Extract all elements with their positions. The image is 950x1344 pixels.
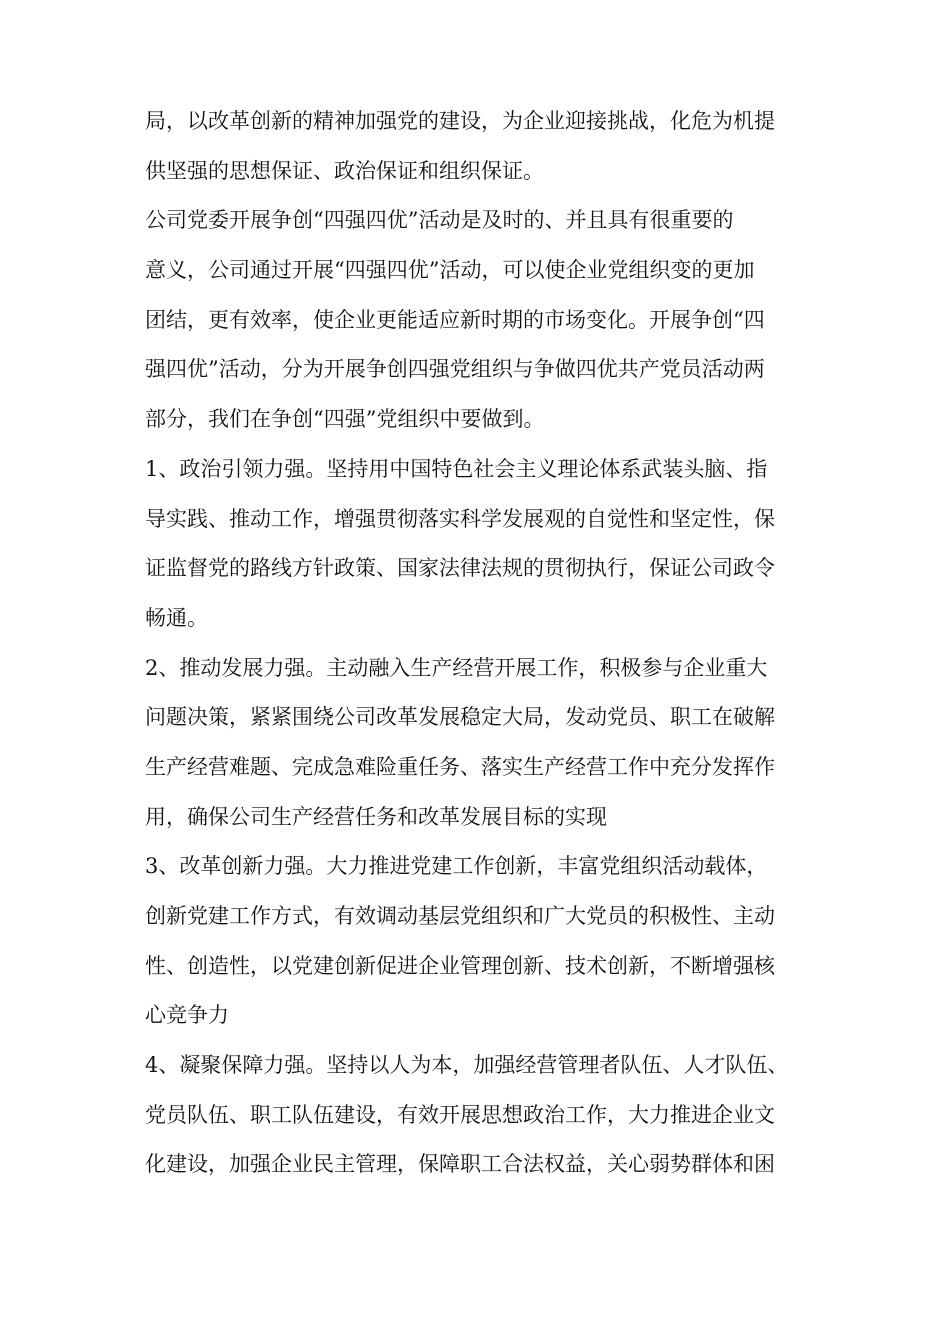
text-line: 公司党委开展争创“四强四优”活动是及时的、并且具有很重要的 <box>145 208 734 233</box>
text-line: 用，确保公司生产经营任务和改革发展目标的实现 <box>145 804 607 829</box>
text-line: 强四优”活动，分为开展争创四强党组织与争做四优共产党员活动两 <box>145 357 765 382</box>
text-line: 1、政治引领力强。坚持用中国特色社会主义理论体系武装头脑、指 <box>145 456 768 481</box>
text-line: 生产经营难题、完成急难险重任务、落实生产经营工作中充分发挥作 <box>145 754 775 779</box>
text-line: 3、改革创新力强。大力推进党建工作创新，丰富党组织活动载体， <box>145 854 768 879</box>
text-line: 导实践、推动工作，增强贯彻落实科学发展观的自觉性和坚定性，保 <box>145 506 775 531</box>
text-line: 部分，我们在争创“四强”党组织中要做到。 <box>145 407 545 432</box>
text-line: 供坚强的思想保证、政治保证和组织保证。 <box>145 158 544 183</box>
text-line: 心竞争力 <box>145 1003 229 1028</box>
text-line: 畅通。 <box>145 605 208 630</box>
text-line: 化建设，加强企业民主管理，保障职工合法权益，关心弱势群体和困 <box>145 1152 775 1177</box>
text-line: 团结，更有效率，使企业更能适应新时期的市场变化。开展争创“四 <box>145 307 765 332</box>
text-line: 4、凝聚保障力强。坚持以人为本，加强经营管理者队伍、人才队伍、 <box>145 1053 789 1078</box>
text-line: 证监督党的路线方针政策、国家法律法规的贯彻执行，保证公司政令 <box>145 556 775 581</box>
body-text <box>145 97 825 1190</box>
text-line: 创新党建工作方式，有效调动基层党组织和广大党员的积极性、主动 <box>145 904 775 928</box>
text-line: 2、推动发展力强。主动融入生产经营开展工作，积极参与企业重大 <box>145 655 768 680</box>
text-line: 性、创造性，以党建创新促进企业管理创新、技术创新，不断增强核 <box>145 953 775 978</box>
text-line: 党员队伍、职工队伍建设，有效开展思想政治工作，大力推进企业文 <box>145 1102 775 1127</box>
text-line: 局，以改革创新的精神加强党的建设，为企业迎接挑战，化危为机提 <box>145 109 775 133</box>
text-line: 问题决策，紧紧围绕公司改革发展稳定大局，发动党员、职工在破解 <box>145 705 775 730</box>
text-line: 意义，公司通过开展“四强四优”活动，可以使企业党组织变的更加 <box>145 258 755 283</box>
